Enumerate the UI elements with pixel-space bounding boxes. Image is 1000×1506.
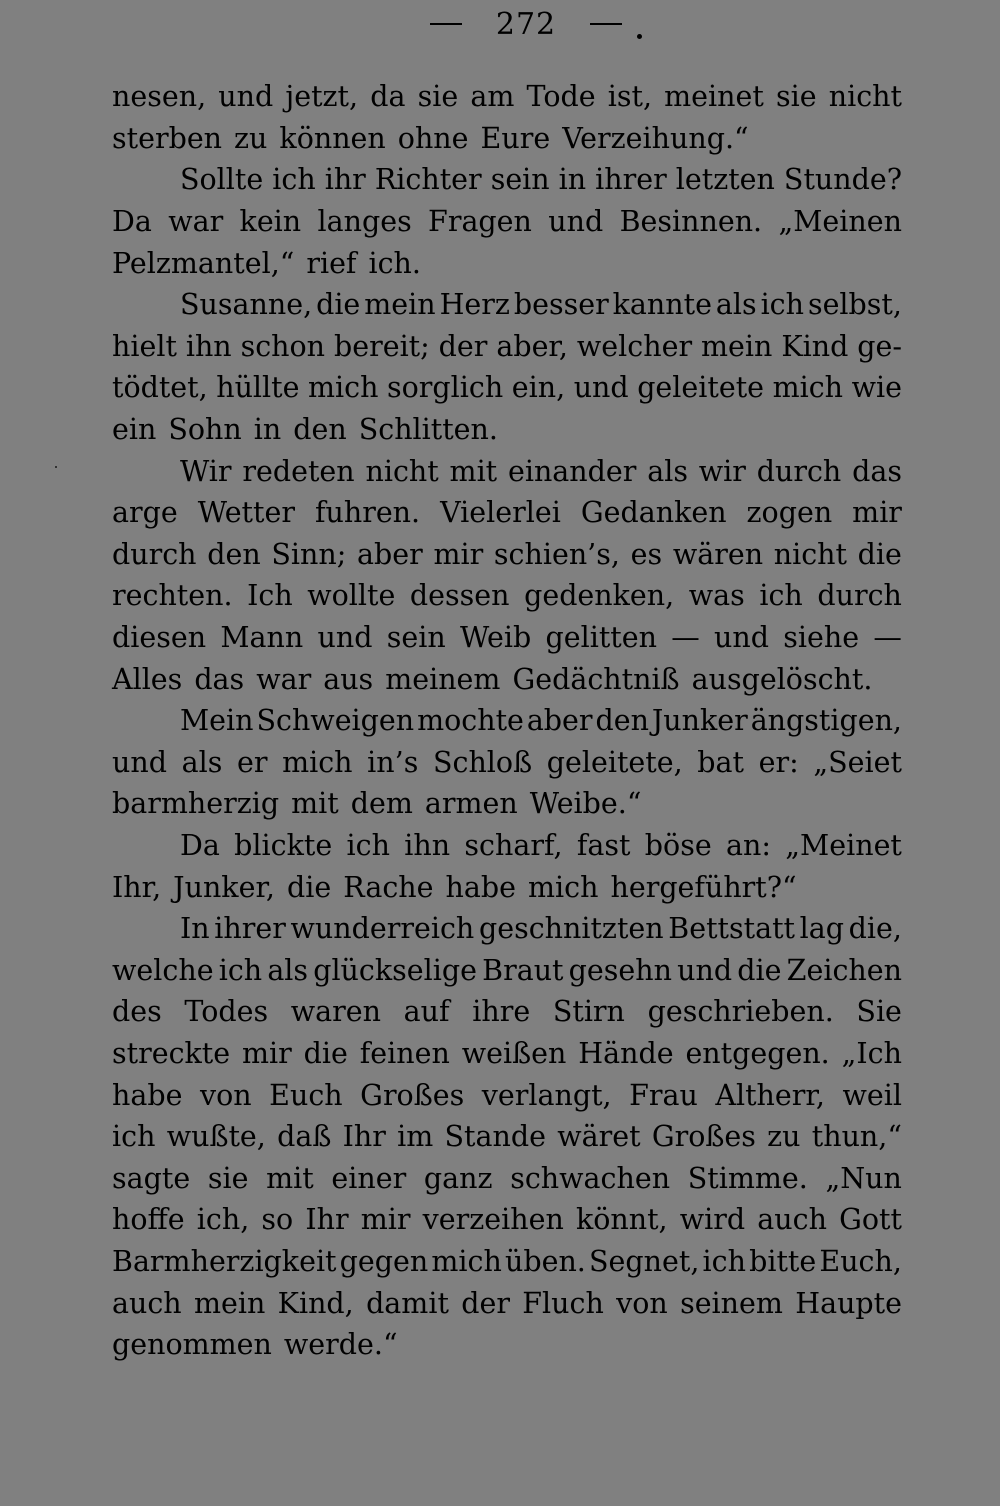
word: ge- [857, 329, 902, 363]
word: verzeihen [422, 1203, 564, 1237]
word: aber [357, 537, 423, 571]
word: rechten. [112, 579, 233, 613]
word: Vielerlei [440, 496, 561, 530]
word: als [715, 288, 757, 322]
text-line [112, 866, 902, 908]
word: selbst, [807, 288, 902, 322]
word: genommen [112, 1328, 272, 1362]
word: hergeführt?“ [610, 870, 797, 904]
word: mir [433, 537, 484, 571]
word: mit [266, 1161, 314, 1195]
word: was [688, 579, 745, 613]
word: wie [851, 371, 902, 405]
text-line [112, 700, 902, 742]
word: da [370, 80, 406, 114]
word: als [647, 454, 688, 488]
word: Ich [247, 579, 293, 613]
text-line [112, 1116, 902, 1158]
word: die [857, 537, 902, 571]
text-line [112, 1157, 902, 1199]
word: thun,“ [811, 1120, 902, 1154]
word: Haupte [795, 1286, 902, 1320]
word: geschrieben. [647, 995, 834, 1029]
word: als [181, 745, 223, 779]
word: zu [767, 1120, 801, 1154]
word: aber, [496, 329, 568, 363]
word: durch [112, 537, 197, 571]
word: ich, [196, 1203, 250, 1237]
word: Weib [460, 621, 532, 655]
word: Fragen [428, 205, 532, 239]
word: zogen [746, 496, 833, 530]
word: barmherzig [112, 787, 280, 821]
word: ihr [324, 163, 366, 197]
word: tödtet, [112, 371, 208, 405]
word: war [256, 662, 312, 696]
word: meinet [664, 80, 764, 114]
word: — [671, 621, 700, 655]
word: verlangt, [481, 1078, 612, 1112]
word: sagte [112, 1161, 191, 1195]
word: feinen [359, 1036, 450, 1070]
word: armen [424, 787, 518, 821]
text-line [112, 534, 902, 576]
word: Pelzmantel,“ [112, 246, 295, 280]
word: nesen, [112, 80, 207, 114]
word: In [180, 912, 210, 946]
word: Frau [629, 1078, 698, 1112]
word: üben. [504, 1244, 586, 1278]
word: mir [852, 496, 902, 530]
word: Altherr, [715, 1078, 825, 1112]
word: — [873, 621, 902, 655]
word: auf [403, 995, 450, 1029]
page-header [0, 2, 1000, 46]
word: wären [672, 537, 764, 571]
word: es [630, 537, 663, 571]
word: mein [193, 1286, 266, 1320]
word: so [261, 1203, 294, 1237]
word: Stirn [552, 995, 625, 1029]
word: wollte [307, 579, 396, 613]
word: Sie [856, 995, 902, 1029]
text-line [112, 658, 902, 700]
word: an: [726, 828, 771, 862]
word: geleitete, [546, 745, 683, 779]
word: mich [528, 870, 599, 904]
word: sie [207, 1161, 249, 1195]
word: am [470, 80, 515, 114]
word: schien’s, [493, 537, 620, 571]
word: Tode [526, 80, 596, 114]
word: ausgelöscht. [691, 662, 873, 696]
word: ihn [404, 828, 451, 862]
word: Besinnen. [619, 205, 763, 239]
word: bitte [749, 1244, 817, 1278]
word: mich [431, 1244, 502, 1278]
word: aber [526, 704, 593, 738]
text-line [112, 76, 902, 118]
word: Kind, [277, 1286, 354, 1320]
word: Euch, [819, 1244, 902, 1278]
word: ein, [511, 371, 566, 405]
word: fast [576, 828, 631, 862]
word: redeten [242, 454, 355, 488]
word: lag [799, 912, 844, 946]
word: den [595, 704, 649, 738]
word: die [737, 953, 782, 987]
word: das [852, 454, 902, 488]
text-line [112, 1241, 902, 1283]
word: durch [817, 579, 902, 613]
text-line [112, 1033, 902, 1075]
word: Kind [781, 329, 849, 363]
word: kannte [612, 288, 712, 322]
word: mich [772, 371, 844, 405]
word: arge [112, 496, 178, 530]
word: fuhren. [314, 496, 421, 530]
word: siehe [783, 621, 860, 655]
word: Schlitten. [358, 413, 498, 447]
word: weil [842, 1078, 902, 1112]
word: scharf, [464, 828, 563, 862]
word: und [112, 745, 167, 779]
word: ich [702, 1244, 746, 1278]
word: habe [112, 1078, 183, 1112]
word: ist, [607, 80, 653, 114]
word: hielt [112, 329, 177, 363]
word: waren [290, 995, 381, 1029]
word: wunderreich [290, 912, 475, 946]
text-line [112, 242, 902, 284]
word: Ihr, [112, 870, 162, 904]
word: mit [449, 454, 498, 488]
word: sein [490, 163, 550, 197]
word: meinem [385, 662, 501, 696]
word: er: [758, 745, 799, 779]
text-line [112, 118, 902, 160]
word: Susanne, [180, 288, 313, 322]
word: Schweigen [256, 704, 415, 738]
word: ich [218, 953, 263, 987]
word: auch [757, 1203, 827, 1237]
text-line [112, 450, 902, 492]
word: und [573, 371, 629, 405]
word: böse [644, 828, 712, 862]
text-line [112, 825, 902, 867]
word: ihrer [214, 912, 286, 946]
word: Sollte [180, 163, 264, 197]
word: werde.“ [283, 1328, 398, 1362]
word: Junker, [173, 870, 275, 904]
word: Stande [444, 1120, 546, 1154]
word: mir [360, 1203, 411, 1237]
word: „Nun [825, 1161, 902, 1195]
word: daß [277, 1120, 332, 1154]
word: welcher [576, 329, 693, 363]
word: ganz [423, 1161, 493, 1195]
word: Sohn [168, 413, 242, 447]
word: ich. [368, 246, 421, 280]
word: wußte, [166, 1120, 266, 1154]
text-line [112, 908, 902, 950]
word: ängstigen, [750, 704, 902, 738]
word: sein [386, 621, 446, 655]
word: können [279, 121, 386, 155]
word: schon [240, 329, 326, 363]
word: streckte [112, 1036, 231, 1070]
word: den [207, 537, 261, 571]
word: habe [445, 870, 516, 904]
word: hoffe [112, 1203, 185, 1237]
word: Bettstatt [668, 912, 795, 946]
word: Großes [651, 1120, 756, 1154]
word: dessen [409, 579, 510, 613]
word: in [253, 413, 282, 447]
word: weißen [461, 1036, 567, 1070]
word: mir [242, 1036, 292, 1070]
word: des [112, 995, 162, 1029]
text-line [112, 949, 902, 991]
word: schwachen [510, 1161, 671, 1195]
word: mochte [417, 704, 524, 738]
text-line [112, 1074, 902, 1116]
word: Wir [180, 454, 232, 488]
word: Gott [839, 1203, 902, 1237]
word: ohne [397, 121, 469, 155]
word: ich [112, 1120, 156, 1154]
body-text [112, 76, 902, 1365]
word: Schloß [432, 745, 533, 779]
word: Junker [651, 704, 748, 738]
text-line [112, 742, 902, 784]
word: ich [272, 163, 316, 197]
word: „Seiet [813, 745, 902, 779]
word: diesen [112, 621, 207, 655]
word: Da [180, 828, 220, 862]
print-speck [55, 466, 57, 468]
text-line [112, 1199, 902, 1241]
page-number: 272 [495, 6, 557, 42]
word: glückselige [313, 953, 477, 987]
word: Verzeihung.“ [562, 121, 749, 155]
word: hüllte [216, 371, 300, 405]
word: bereit; [333, 329, 430, 363]
word: Großes [360, 1078, 465, 1112]
word: Todes [184, 995, 269, 1029]
word: geschnitzten [478, 912, 664, 946]
word: langes [317, 205, 412, 239]
word: dem [350, 787, 413, 821]
word: Gedanken [580, 496, 727, 530]
word: entgegen. [685, 1036, 830, 1070]
left-dash [430, 23, 462, 25]
word: als [267, 953, 309, 987]
word: die, [848, 912, 902, 946]
word: gegen [339, 1244, 429, 1278]
word: Fluch [522, 1286, 604, 1320]
word: die [287, 870, 332, 904]
word: sie [417, 80, 459, 114]
word: damit [366, 1286, 449, 1320]
word: war [168, 205, 224, 239]
word: zu [234, 121, 268, 155]
word: mein [364, 288, 436, 322]
word: wäret [557, 1120, 641, 1154]
word: Barmherzigkeit [112, 1244, 337, 1278]
word: ein [112, 413, 157, 447]
word: auch [112, 1286, 182, 1320]
word: bat [697, 745, 744, 779]
text-line [112, 617, 902, 659]
word: und [548, 205, 604, 239]
word: gedenken, [524, 579, 675, 613]
word: in’s [367, 745, 419, 779]
word: Wetter [197, 496, 295, 530]
word: mich [282, 745, 353, 779]
word: Da [112, 205, 152, 239]
word: von [616, 1286, 668, 1320]
word: und [714, 621, 770, 655]
word: die [316, 288, 361, 322]
word: Eure [480, 121, 551, 155]
word: Zeichen [786, 953, 902, 987]
word: Stunde? [783, 163, 902, 197]
word: sterben [112, 121, 223, 155]
word: Alles [112, 662, 183, 696]
right-dash [590, 23, 622, 25]
word: letzten [675, 163, 775, 197]
word: nicht [773, 537, 847, 571]
word: besser [513, 288, 609, 322]
word: ihn [185, 329, 232, 363]
word: nicht [365, 454, 439, 488]
word: in [558, 163, 587, 197]
word: jetzt, [285, 80, 359, 114]
text-line [112, 991, 902, 1033]
word: das [194, 662, 245, 696]
word: geleitete [637, 371, 765, 405]
word: „Meinet [785, 828, 902, 862]
word: ich [760, 288, 804, 322]
word: Weibe.“ [529, 787, 642, 821]
word: Hände [578, 1036, 674, 1070]
word: mich [308, 371, 379, 405]
word: im [397, 1120, 434, 1154]
word: rief [306, 246, 357, 280]
text-line [112, 492, 902, 534]
text-line [112, 326, 902, 368]
text-line [112, 284, 902, 326]
word: blickte [234, 828, 333, 862]
word: gesehn [568, 953, 672, 987]
word: der [438, 329, 488, 363]
word: „Meinen [778, 205, 902, 239]
text-line [112, 1282, 902, 1324]
word: Segnet, [589, 1244, 700, 1278]
word: Ihr [342, 1120, 386, 1154]
word: wird [679, 1203, 746, 1237]
text-line [112, 575, 902, 617]
word: und [677, 953, 733, 987]
word: welche [112, 953, 214, 987]
word: kein [239, 205, 302, 239]
word: von [200, 1078, 252, 1112]
word: „Ich [841, 1036, 902, 1070]
word: könnt, [575, 1203, 668, 1237]
text-line [112, 783, 902, 825]
word: Richter [374, 163, 482, 197]
word: wir [698, 454, 746, 488]
word: ich [759, 579, 803, 613]
word: gelitten [545, 621, 657, 655]
text-line [112, 159, 902, 201]
word: und [317, 621, 373, 655]
word: den [293, 413, 347, 447]
word: nicht [828, 80, 902, 114]
text-line [112, 1324, 902, 1366]
word: seinem [680, 1286, 783, 1320]
word: der [461, 1286, 510, 1320]
word: Herz [439, 288, 510, 322]
word: Rache [343, 870, 434, 904]
word: aus [323, 662, 374, 696]
word: einer [331, 1161, 407, 1195]
word: mit [291, 787, 339, 821]
word: ihrer [595, 163, 667, 197]
header-dot-mark [637, 34, 642, 39]
word: mein [701, 329, 773, 363]
word: einander [507, 454, 637, 488]
word: Sinn; [271, 537, 347, 571]
word: Braut [482, 953, 564, 987]
word: er [236, 745, 268, 779]
text-line [112, 201, 902, 243]
word: ich [346, 828, 390, 862]
text-line [112, 409, 902, 451]
word: sie [775, 80, 817, 114]
word: ihre [472, 995, 531, 1029]
word: Stimme. [687, 1161, 808, 1195]
word: Mein [180, 704, 254, 738]
word: Ihr [305, 1203, 349, 1237]
word: durch [756, 454, 842, 488]
word: Mann [220, 621, 304, 655]
word: und [218, 80, 274, 114]
word: Gedächtniß [512, 662, 680, 696]
word: die [303, 1036, 348, 1070]
word: Euch [269, 1078, 343, 1112]
word: sorglich [387, 371, 504, 405]
text-line [112, 367, 902, 409]
